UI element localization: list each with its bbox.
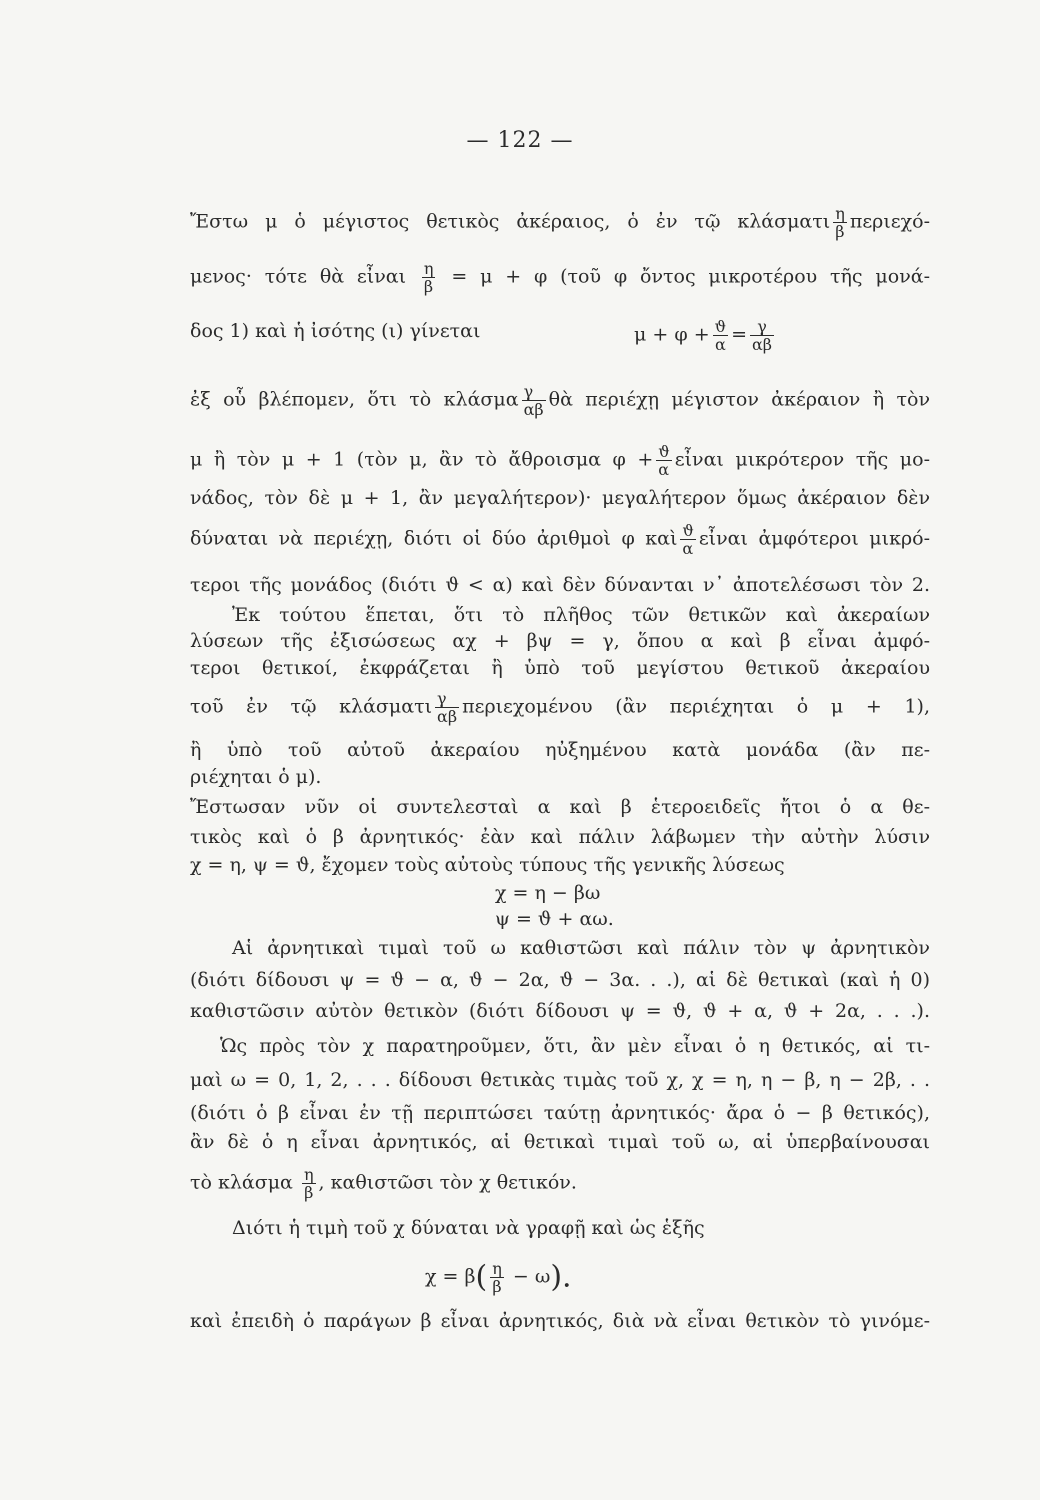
text-line: μαὶ ω = 0, 1, 2, . . . δίδουσι θετικὰς τιμὰς τοῦ χ, χ = η, η − β, η − 2β, . .	[190, 1069, 930, 1091]
text-line: ἐξ οὗ βλέπομεν, ὅτι τὸ κλάσμα $\frac{\gamma}{\alpha\beta}$ θὰ περιέχῃ μέγιστον ἀκέραιον ἢ τὸν	[190, 382, 931, 419]
fraction: $\frac{\gamma}{\alpha\beta}$	[437, 689, 458, 726]
text-line: ἢ ὑπὸ τοῦ αὐτοῦ ἀκεραίου ηὐξημένου κατὰ μονάδα (ἂν πε-	[190, 739, 930, 761]
text-line: ριέχηται ὁ μ).	[190, 766, 322, 788]
page-number: — 122 —	[466, 128, 574, 153]
equation: μ + φ + $\frac{ϑ}{\alpha}$ = $\frac{\gamma}{\alpha\beta}$	[634, 317, 773, 354]
text-line: Ὡς πρὸς τὸν χ παρατηροῦμεν, ὅτι, ἂν μὲν εἶναι ὁ η θετικός, αἱ τι-	[220, 1035, 930, 1057]
text-line: νάδος, τὸν δὲ μ + 1, ἂν μεγαλήτερον)· μεγαλήτερον ὅμως ἀκέραιον δὲν	[190, 487, 930, 509]
equation-line: χ = η − βω	[495, 882, 601, 904]
equation-line: χ = β( $\frac{\eta}{\beta}$ − ω).	[425, 1259, 572, 1296]
text-line: Αἱ ἀρνητικαὶ τιμαὶ τοῦ ω καθιστῶσι καὶ πάλιν τὸν ψ ἀρνητικὸν	[232, 937, 930, 959]
text-line: τεροι τῆς μονάδος (διότι ϑ < α) καὶ δὲν δύνανται ν᾽ ἀποτελέσωσι τὸν 2.	[190, 574, 930, 596]
text-line: τικὸς καὶ ὁ β ἀρνητικός· ἐὰν καὶ πάλιν λάβωμεν τὴν αὐτὴν λύσιν	[190, 826, 930, 848]
fraction: $\frac{\eta}{\beta}$	[492, 1259, 502, 1296]
text-line: μενος· τότε θὰ εἶναι $\frac{\eta}{\beta}$ = μ + φ (τοῦ φ ὄντος μικροτέρου τῆς μονά-	[190, 259, 930, 296]
text-line: τὸ κλάσμα $\frac{\eta}{\beta}$ , καθιστῶσι τὸν χ θετικόν.	[190, 1165, 577, 1202]
equation-line: ψ = ϑ + αω.	[495, 908, 614, 930]
text-line: καὶ ἐπειδὴ ὁ παράγων β εἶναι ἀρνητικός, διὰ νὰ εἶναι θετικὸν τὸ γινόμε-	[190, 1310, 930, 1332]
text-line: δύναται νὰ περιέχῃ, διότι οἱ δύο ἀριθμοὶ φ καὶ $\frac{ϑ}{\alpha}$ εἶναι ἀμφότεροι μικρό-	[190, 521, 930, 558]
fraction: $\frac{\eta}{\beta}$	[303, 1165, 314, 1202]
text-line: Ἔστω μ ὁ μέγιστος θετικὸς ἀκέραιος, ὁ ἐν τῷ κλάσματι $\frac{\eta}{\beta}$ περιεχό-	[190, 204, 930, 241]
fraction: $\frac{\gamma}{\alpha\beta}$	[751, 317, 773, 354]
text-line: καθιστῶσιν αὐτὸν θετικὸν (διότι δίδουσι ψ = ϑ, ϑ + α, ϑ + 2α, . . .).	[190, 1000, 930, 1022]
fraction: $\frac{\eta}{\beta}$	[423, 259, 434, 296]
text-line: Ἐκ τούτου ἕπεται, ὅτι τὸ πλῆθος τῶν θετικῶν καὶ ἀκεραίων	[232, 604, 930, 626]
text-line: τεροι θετικοί, ἐκφράζεται ἢ ὑπὸ τοῦ μεγίστου θετικοῦ ἀκεραίου	[190, 657, 930, 679]
text-line: Ἔστωσαν νῦν οἱ συντελεσταὶ α καὶ β ἑτεροειδεῖς ἤτοι ὁ α θε-	[190, 796, 930, 818]
text-line: (διότι ὁ β εἶναι ἐν τῇ περιπτώσει ταύτῃ ἀρνητικός· ἄρα ὁ − β θετικός),	[190, 1102, 930, 1124]
text-line: χ = η, ψ = ϑ, ἔχομεν τοὺς αὐτοὺς τύπους τῆς γενικῆς λύσεως	[190, 854, 785, 876]
fraction: $\frac{\eta}{\beta}$	[835, 204, 845, 241]
text-line: μ ἢ τὸν μ + 1 (τὸν μ, ἂν τὸ ἄθροισμα φ + $\frac{ϑ}{\alpha}$ εἶναι μικρότερον τῆς μο-	[190, 442, 930, 479]
text-line: λύσεων τῆς ἐξισώσεως αχ + βψ = γ, ὅπου α καὶ β εἶναι ἀμφό-	[190, 630, 930, 652]
text-line: δος 1) καὶ ἡ ἰσότης (ι) γίνεται μ + φ + $\frac{ϑ}{\alpha}$ = $\frac{\gamma}{\alpha\beta}$	[190, 318, 930, 344]
text-line: τοῦ ἐν τῷ κλάσματι $\frac{\gamma}{\alpha\beta}$ περιεχομένου (ἂν περιέχηται ὁ μ + 1),	[190, 689, 930, 726]
fraction: $\frac{ϑ}{\alpha}$	[714, 317, 727, 354]
fraction: $\frac{ϑ}{\alpha}$	[682, 521, 694, 558]
text-line: ἂν δὲ ὁ η εἶναι ἀρνητικός, αἱ θετικαὶ τιμαὶ τοῦ ω, αἱ ὑπερβαίνουσαι	[190, 1131, 930, 1153]
text-line: (διότι δίδουσι ψ = ϑ − α, ϑ − 2α, ϑ − 3α. . .), αἱ δὲ θετικαὶ (καὶ ἡ 0)	[190, 969, 930, 991]
fraction: $\frac{\gamma}{\alpha\beta}$	[523, 382, 544, 419]
text-line: Διότι ἡ τιμὴ τοῦ χ δύναται νὰ γραφῇ καὶ ὡς ἑξῆς	[232, 1217, 705, 1239]
fraction: $\frac{ϑ}{\alpha}$	[658, 442, 670, 479]
